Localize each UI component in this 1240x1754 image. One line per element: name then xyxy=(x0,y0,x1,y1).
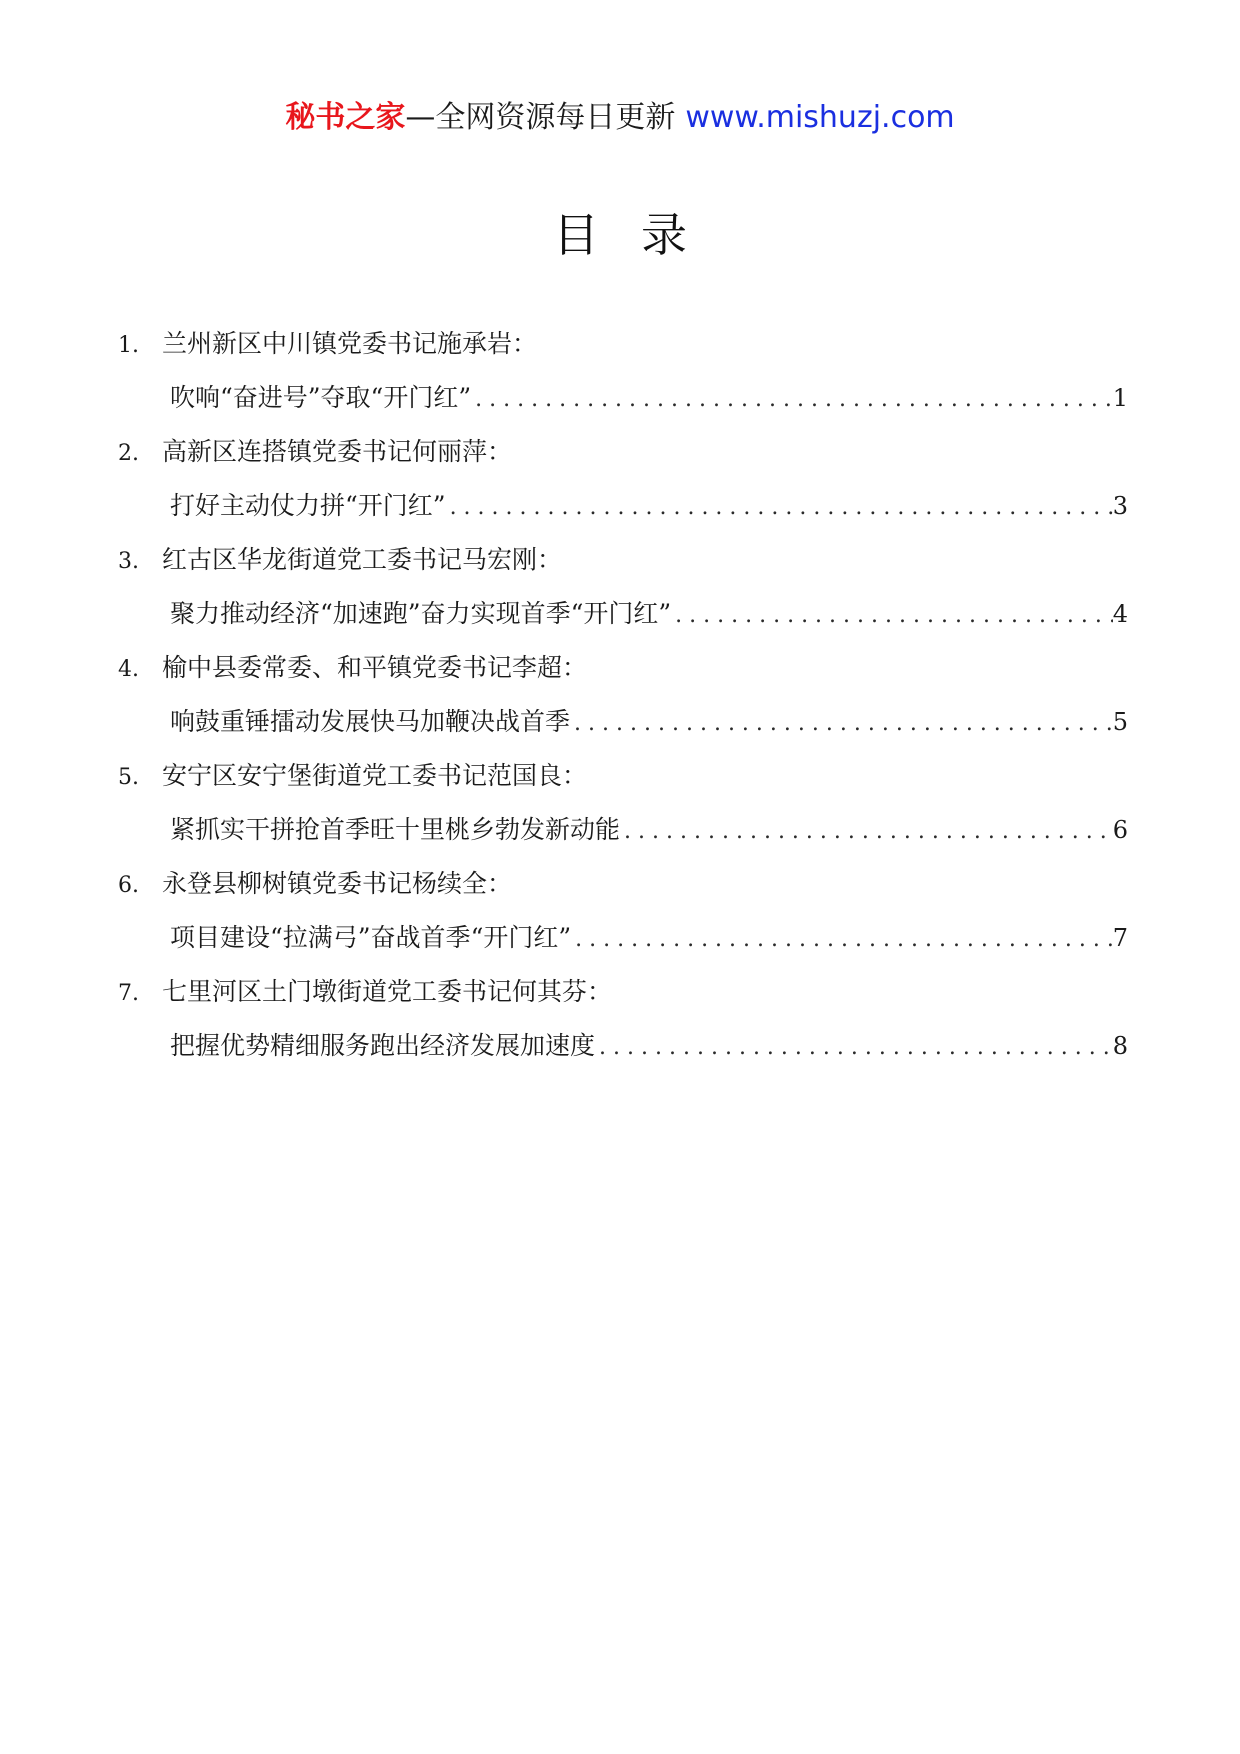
toc-entry-5 xyxy=(0,754,1240,862)
page-title: 目录 xyxy=(553,208,729,262)
toc-heading xyxy=(118,430,512,474)
toc-number: 1. xyxy=(118,333,139,358)
toc-entry-4 xyxy=(0,646,1240,754)
toc-subtitle: 聚力推动经济“加速跑”奋力实现首季“开门红” xyxy=(170,599,672,628)
toc-heading xyxy=(118,862,512,906)
toc-dot-leader xyxy=(595,1026,1113,1070)
banner-tagline: —全网资源每日更新 xyxy=(405,100,676,135)
toc-entry-6 xyxy=(0,862,1240,970)
toc-link[interactable] xyxy=(170,700,1128,744)
toc-dot-leader xyxy=(671,594,1113,638)
table-of-contents xyxy=(0,322,1240,1078)
toc-heading xyxy=(118,646,587,690)
toc-entry-1 xyxy=(0,322,1240,430)
toc-link[interactable] xyxy=(170,376,1128,420)
toc-link[interactable] xyxy=(170,808,1128,852)
toc-subtitle: 响鼓重锤擂动发展快马加鞭决战首季 xyxy=(170,707,571,736)
toc-link[interactable] xyxy=(170,592,1128,636)
toc-number: 3. xyxy=(118,549,139,574)
toc-heading-text: 兰州新区中川镇党委书记施承岩： xyxy=(162,329,538,358)
toc-page-number: 7 xyxy=(1112,924,1128,952)
toc-heading-text: 高新区连搭镇党委书记何丽萍： xyxy=(162,437,513,466)
site-banner xyxy=(0,98,1240,138)
toc-heading xyxy=(118,538,562,582)
toc-dot-leader xyxy=(571,918,1113,962)
toc-page-number: 8 xyxy=(1112,1032,1128,1060)
toc-page-number: 3 xyxy=(1112,492,1128,520)
toc-heading-text: 七里河区土门墩街道党工委书记何其芬： xyxy=(162,977,613,1006)
toc-dot-leader xyxy=(620,810,1113,854)
toc-dot-leader xyxy=(471,378,1113,422)
toc-number: 2. xyxy=(118,441,139,466)
toc-number: 6. xyxy=(118,873,139,898)
toc-page-number: 6 xyxy=(1112,816,1128,844)
toc-heading xyxy=(118,322,537,366)
toc-heading xyxy=(118,970,612,1014)
toc-link[interactable] xyxy=(170,484,1128,528)
toc-heading-text: 永登县柳树镇党委书记杨续全： xyxy=(162,869,513,898)
toc-subtitle: 紧抓实干拼抢首季旺十里桃乡勃发新动能 xyxy=(170,815,621,844)
toc-entry-3 xyxy=(0,538,1240,646)
toc-link[interactable] xyxy=(170,916,1128,960)
toc-number: 5. xyxy=(118,765,139,790)
toc-entry-7 xyxy=(0,970,1240,1078)
toc-subtitle: 吹响“奋进号”夺取“开门红” xyxy=(170,383,472,412)
toc-page-number: 5 xyxy=(1112,708,1128,736)
toc-subtitle: 把握优势精细服务跑出经济发展加速度 xyxy=(170,1031,596,1060)
toc-number: 7. xyxy=(118,981,139,1006)
toc-entry-2 xyxy=(0,430,1240,538)
toc-dot-leader xyxy=(446,486,1113,530)
toc-heading-text: 安宁区安宁堡街道党工委书记范国良： xyxy=(162,761,588,790)
toc-subtitle: 打好主动仗力拼“开门红” xyxy=(170,491,446,520)
toc-page-number: 4 xyxy=(1112,600,1128,628)
toc-subtitle: 项目建设“拉满弓”奋战首季“开门红” xyxy=(170,923,572,952)
brand-name: 秘书之家 xyxy=(285,100,406,135)
toc-dot-leader xyxy=(570,702,1113,746)
toc-page-number: 1 xyxy=(1112,384,1128,412)
toc-link[interactable] xyxy=(170,1024,1128,1068)
toc-number: 4. xyxy=(118,657,139,682)
toc-heading-text: 榆中县委常委、和平镇党委书记李超： xyxy=(162,653,588,682)
toc-heading xyxy=(118,754,587,798)
toc-heading-text: 红古区华龙街道党工委书记马宏刚： xyxy=(162,545,563,574)
site-url-link[interactable]: www.mishuzj.com xyxy=(685,100,955,135)
